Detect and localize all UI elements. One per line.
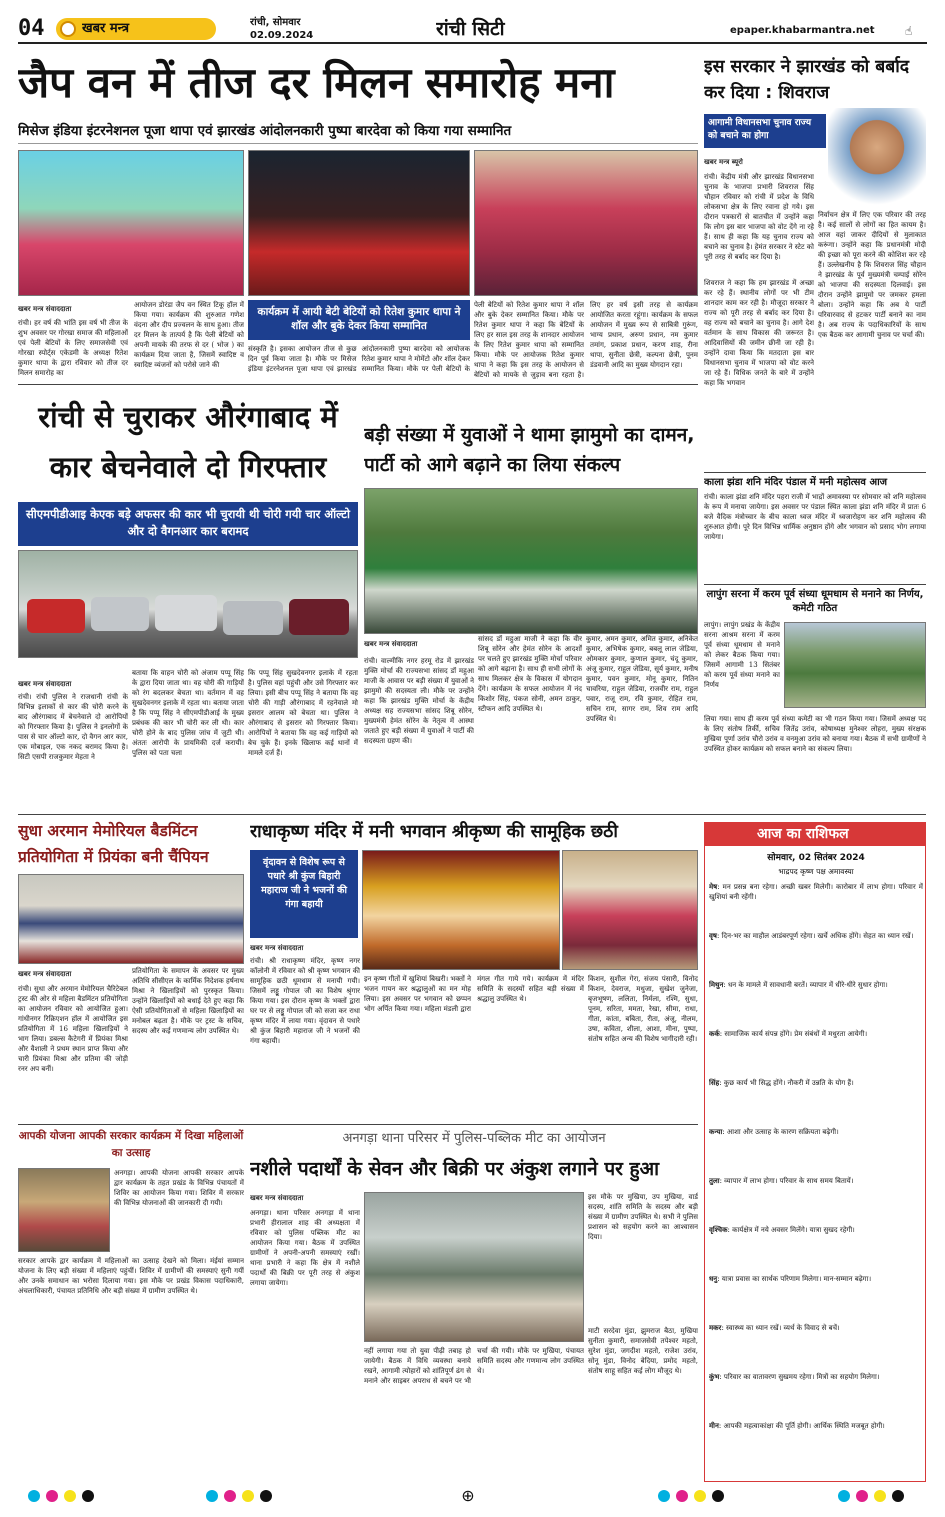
story8-photo-altar: [362, 850, 560, 970]
story6-headline: लापुंग सरना में करम पूर्व संध्या धूमधाम से मनाने का निर्णय, कमेटी गठित: [706, 589, 924, 614]
color-dot-black: [82, 1490, 94, 1502]
story7-body-col2: प्रतियोगिता के समापन के अवसर पर मुख्य अतिथि सीसीएल के कार्मिक निदेशक हर्षनाथ मिश्रा ने खिलाड़ियों को पुरस्कृत किया। उन्होंने खिलाड़ियों को बधाई देते हुए कहा कि ऐसी प्रतियोगिताओं से महिला खिलाड़ियों का मनोबल बढ़ता है। मौके पर ट्रस्ट के सचिव, सदस्य और कई गणमान्य लोग उपस्थित थे।: [132, 967, 244, 1035]
masthead: [18, 16, 927, 44]
sign-name: सिंह: [709, 1078, 720, 1087]
story8-photo-devotees: [562, 850, 698, 970]
story2-body-col1: रांची। केंद्रीय मंत्री और झारखंड विधानसभा चुनाव के भाजपा प्रभारी शिवराज सिंह चौहान रविवार को रांची में प्रदेश के विधि लोकसभा क्षेत्र के लिए रवाना हो गये। इस दौरान पत्रकारों से बातचीत में उन्होंने कहा कि लोग इस बार भाजपा को वोट देंगे ना रहे हैं। साथ ही कहा कि यह चुनाव राज्य को बचाने का चुनाव है। हेमंत सरकार ने स्टेट को पूरी तरह से बर्बाद कर दिया है।: [704, 173, 814, 261]
story1-photo-stage: [18, 150, 244, 296]
rashifal-sign: तुला: व्यापार में लाभ होगा। परिवार के साथ समय बितायें।: [709, 1176, 854, 1185]
rashifal-sign: वृश्चिक: कार्यक्षेत्र में नये अवसर मिलेंगे। यात्रा सुखद रहेगी।: [709, 1225, 855, 1234]
story10-kicker: अनगड़ा थाना परिसर में पुलिस-पब्लिक मीट का आयोजन: [342, 1131, 606, 1146]
color-dot-magenta: [856, 1490, 868, 1502]
sign-text: सामाजिक कार्य संपन्न होंगे। प्रेम संबंधों में मधुरता आयेगी।: [724, 1030, 868, 1038]
story8-body-col3: किशन, सुशील गेरा, संजय पंसारी, विनोद किशन, देवराज, मधुजा, सुखेश जुनेजा, बृजभूषण, ललिता, निर्मला, रश्मि, सुधा, पूनम, सरिता, ममता, रेखा, सीमा, राधा, गीता, कांता, बबिता, रीता, अंजू, नीलम, उषा, कविता, शीला, आशा, मीना, पुष्पा, संतोष सहित अन्य की विशेष भागीदारी रही।: [588, 975, 698, 1043]
story3-photo-cars: [18, 550, 358, 658]
story3-body-col2: बताया कि वाहन चोरी को अंजाम पप्पू सिंह के द्वारा दिया जाता था। वह चोरी की गाड़ियों को रंग बदलकर बेचता था। वर्तमान में वह सुखदेवनगर इलाके में रहता था। बताया जाता है कि पप्पू सिंह ने सीएमपीडीआई के मुख्य प्रबंधक की कार भी चोरी कर ली थी। कार चोरी होने के बाद पुलिस जांच में जुटी थी। अंततः आरोपी के प्रायमिकी दर्ज करायी। पुलिस को पता चला: [132, 669, 244, 757]
sign-name: मेष: [709, 882, 718, 891]
story5-headline: काला झंडा शनि मंदिर पंडाल में मनी महोत्सव आज: [704, 477, 888, 488]
story1-body-col5: लिए हर वर्ष इसी तरह से कार्यक्रम आयोजित करता रहूंगा। कार्यक्रम के सफल आयोजन में मुख्य रूप से साबित्री गुरूंग, भाग्य प्रधान, अरुण प्रधान, नम कुमार तमांग, प्रकाश प्रधान, करण शाह, रीना थापा, सुनीता छेत्री, कल्पना छेत्री, पूनम डंडवानी आदि का मुख्य योगदान रहा।: [590, 301, 698, 369]
story3-body-col1: रांची। रांची पुलिस ने राजधानी रांची के विभिन्न इलाकों से कार की चोरी करने के बाद औरंगाबाद में बेचनेवाले दो आरोपियों को गिरफ्तार किया है। पुलिस ने इनलोगों के पास से चार ऑल्टो कार, दो वैगन आर कार, एक मोबाइल, एक नकद बरामद किया है। सिटी एसपी राजकुमार मेहता ने: [18, 693, 128, 761]
story10-body-col3: इस मौके पर मुखिया, उप मुखिया, वार्ड सदस्य, शांति समिति के सदस्य और बड़ी संख्या में ग्रामीण उपस्थित थे। सभी ने पुलिस प्रशासन को सहयोग करने का आश्वासन दिया।: [588, 1193, 698, 1241]
sign-text: दिन-भर का माहौल आडंबरपूर्ण रहेगा। खर्चे अधिक होंगे। सेहत का ध्यान रखें।: [721, 932, 914, 940]
rashifal-panel: [704, 822, 926, 1482]
rashifal-sign: वृष: दिन-भर का माहौल आडंबरपूर्ण रहेगा। खर्चे अधिक होंगे। सेहत का ध्यान रखें।: [709, 931, 914, 940]
story3-callout: सीएमपीडीआइ केएक बड़े अफसर की कार भी चुरायी थी चोरी गयी चार ऑल्टो और दो वैगनआर कार बरामद: [18, 502, 358, 546]
rashifal-sign: मीन: आपकी महत्वाकांक्षा की पूर्ति होगी। आर्थिक स्थिति मजबूत होगी।: [709, 1421, 885, 1430]
sign-text: कुछ कार्य भी सिद्ध होंगे। नौकरी में उन्नति के योग हैं।: [723, 1079, 854, 1087]
color-dot-magenta: [676, 1490, 688, 1502]
rashifal-sign: मकर: स्वास्थ्य का ध्यान रखें। व्यर्थ के विवाद से बचें।: [709, 1323, 840, 1332]
color-dot-yellow: [242, 1490, 254, 1502]
color-dot-yellow: [874, 1490, 886, 1502]
story4-headline: बड़ी संख्या में युवाओं ने थामा झामुमो का दामन, पार्टी को आगे बढ़ाने का लिया संकल्प: [364, 424, 695, 476]
sign-name: मकर: [709, 1323, 722, 1332]
epaper-url[interactable]: epaper.khabarmantra.net: [730, 25, 875, 36]
story6-body-col2: लिया गया। साथ ही करम पूर्व संध्या कमेटी का भी गठन किया गया। जिसमें अध्यक्ष पद के लिए संतोष तिर्की, सचिव जितेंद्र उरांव, कोषाध्यक्ष मुनेश्वर लोहरा, मुख्य संरक्षक मुखिया पूर्णा उरांव चौरो उरांव व वनमुआ उरांव को बनाया गया। बैठक में सभी ग्रामीणों ने उपस्थित होकर कार्यक्रम को सफल बनाने का संकल्प लिया।: [704, 715, 926, 753]
rashifal-sign: कर्क: सामाजिक कार्य संपन्न होंगे। प्रेम संबंधों में मधुरता आयेगी।: [709, 1029, 868, 1038]
story1-byline: खबर मन्त्र संवाददाता: [18, 305, 72, 313]
sign-text: कार्यक्षेत्र में नये अवसर मिलेंगे। यात्रा सुखद रहेगी।: [732, 1226, 855, 1234]
color-dot-cyan: [206, 1490, 218, 1502]
story1-body-col1: रांची। हर वर्ष की भांति इस वर्ष भी तीज के शुभ अवसर पर गोरखा समाज की महिलाओं एवं पेली बेटियों के लिए समाजसेवी एवं गोरखा स्पोर्ट्स एकेडमी के अध्यक्ष रितेश कुमार थापा के द्वारा रविवार को तीज दर मिलन समारोह का: [18, 319, 128, 377]
dateline-date: 02.09.2024: [250, 30, 314, 41]
story2-headline: इस सरकार ने झारखंड को बर्बाद कर दिया : शिवराज: [704, 57, 910, 103]
color-dot-cyan: [838, 1490, 850, 1502]
car-silver-3: [223, 601, 283, 635]
cursor-icon: ☝: [905, 24, 913, 38]
story10-body-col2: नहीं लगाया गया तो युवा पीढ़ी तबाह हो जायेगी। बैठक में विधि व्यवस्था बनाये रखने, आगामी त्योहारों को शांतिपूर्ण ढंग से मनाने और साइबर अपराध से बचने पर भी चर्चा की गयी। मौके पर मुखिया, पंचायत समिति सदस्य और गणमान्य लोग उपस्थित थे।: [364, 1347, 584, 1385]
story5-body: रांची। काला झंडा शनि मंदिर पहरा राजी में भाद्रों अमावस्या पर सोमवार को शनि महोत्सव के रूप में मनाया जायेगा। इस अवसर पर पंडाल स्थित काला झंडा शनि मंदिर में प्रातः 6 बजे वैदिक मंत्रोच्चार के बीच काला ध्वज मंदिर में ध्वजारोहण कर शनि महोत्सव की शुरुआत होगी। पूरे दिन विभिन्न धार्मिक अनुष्ठान होंगे और भगवान को प्रसाद भोग लगाया जायेगा।: [704, 493, 926, 541]
color-dot-yellow: [694, 1490, 706, 1502]
story1-body-col3: संस्कृति है। इसका आयोजन तीज से कुछ दिन पूर्व किया जाता है। मौके पर मिसेज इंडिया इंटरनेशनल पूजा थापा एवं झारखंड आंदोलनकारी पुष्पा बारदेवा को आयोजक रितेश कुमार थापा ने मोमेंटो और शॉल देकर सम्मानित किया। मौके पर पेली बेटियों के: [248, 345, 470, 373]
story1-body-col2: आयोजन डोरंडा जैप वन स्थित टिकू हॉल में किया गया। कार्यक्रम की शुरुआत गणेश वंदना और दीप प्रज्वलन के साथ हुआ। तीज दर मिलन के तात्पर्य है कि पेली बेटियों को अपनी मायके की तरफ से दर ( भोज ) का कार्यक्रम दिया जाता है, जिसमें स्वादिष्ट व स्वादिष्ट व्यंजनों को परोसे जाने की: [134, 301, 244, 369]
registration-marks: [18, 1486, 926, 1506]
story2-callout: आगामी विधानसभा चुनाव राज्य को बचाने का होगा: [704, 114, 826, 148]
page-number: 04: [18, 16, 45, 41]
rashifal-sign: कुंभ: परिवार का वातावरण सुखमय रहेगा। मित्रों का सहयोग मिलेगा।: [709, 1372, 880, 1381]
car-red: [27, 599, 85, 633]
car-silver-1: [91, 597, 149, 631]
rashifal-sign: सिंह: कुछ कार्य भी सिद्ध होंगे। नौकरी में उन्नति के योग हैं।: [709, 1078, 854, 1087]
story4-body-col1: रांची। वाल्मीकि नगर हरमू रोड में झारखंड मुक्ति मोर्चा की राज्यसभा सांसद डॉ महुआ माजी के आवास पर बड़ी संख्या में युवाओं ने झामुमो की सदस्यता ली। मौके पर उन्होंने कहा कि झारखंड मुक्ति मोर्चा के केंद्रीय अध्यक्ष सह राज्यसभा सांसद शिबू सोरेन, मुख्यमंत्री हेमंत सोरेन के नेतृत्व में आस्था जताते हुए बड़ी संख्या में युवाओं ने पार्टी की सदस्यता ग्रहण की।: [364, 657, 474, 745]
story10-body-col1: अनगड़ा। थाना परिसर अनगड़ा में थाना प्रभारी हीरालाल शाह की अध्यक्षता में रविवार को पुलिस पब्लिक मीट का आयोजन किया गया। बैठक में उपस्थित ग्रामीणों ने अपनी-अपनी समस्याएं रखीं। थाना प्रभारी ने कहा कि क्षेत्र में नशीले पदार्थों की बिक्री पर पूरी तरह से अंकुश लगाया जायेगा।: [250, 1209, 360, 1287]
story1-headline: जैप वन में तीज दर मिलन समारोह मना: [18, 58, 615, 107]
divider: [704, 472, 926, 473]
story8-body-col2: इन कृष्ण गीतों में खुशियां बिखरी। भक्तों ने भजन गायन कर श्रद्धालुओं का मन मोह लिया। इस अवसर पर भगवान को छप्पन भोग अर्पित किया गया। महिला मंडली द्वारा मंगल गीत गाये गये। कार्यक्रम में मंदिर समिति के सदस्यों सहित बड़ी संख्या में श्रद्धालु उपस्थित थे।: [364, 975, 584, 1013]
color-dot-cyan: [28, 1490, 40, 1502]
story9-body-col2: सरकार आपके द्वार कार्यक्रम में महिलाओं का उत्साह देखने को मिला। मंईयां सम्मान योजना के लिए बड़ी संख्या में महिलाएं पहुंचीं। शिविर में ग्रामीणों की समस्याएं सुनी गयीं और उनके समाधान का भरोसा दिलाया गया। इस मौके पर प्रखंड विकास पदाधिकारी, अंचलाधिकारी, पंचायत प्रतिनिधि और बड़ी संख्या में ग्रामीण उपस्थित थे।: [18, 1257, 244, 1295]
story7-body-col1: रांची। सुधा और अरमान मेमोरियल चैरिटेबल ट्रस्ट की ओर से महिला बैडमिंटन प्रतियोगिता का आयोजन रविवार को आयोजित हुआ। गांधीनगर रिक्रिएशन हॉल में आयोजित इस प्रतियोगिता में 16 महिला खिलाड़ियों ने भाग लिया। डबल्स कैटेगरी में प्रियंका मिश्रा और वैशाली ने प्रथम स्थान प्राप्त किया और चारी प्रियंका मिश्रा और प्रतिमा की जोड़ी रनर अप बनीं।: [18, 985, 128, 1073]
story2-body-col1b: शिवराज ने कहा कि हम झारखंड में अच्छा कर रहे हैं। स्थानीय लोगों पर भी टीम शानदार काम कर रही है। मौजूदा सरकार ने राज्य को पूरी तरह से बर्बाद कर दिया है। वह राज्य को बचाने का चुनाव है। आगे देश वर्तमान के साथ विकास की जरूरत है। आदिवासियों की जमीन छीनी जा रही है। उन्होंने दावा किया कि मतदाता इस बार विधानसभा चुनाव में भाजपा को वोट करने जा रहे हैं। विधिक जनते के बारे में उन्होंने कहा कि भगवान: [704, 279, 814, 387]
car-maroon: [289, 599, 349, 635]
story7-byline: खबर मन्त्र संवाददाता: [18, 970, 72, 978]
sign-name: वृश्चिक: [709, 1225, 728, 1234]
rashifal-sign: कन्या: आशा और उत्साह के कारण सक्रियता बढ़ेगी।: [709, 1127, 839, 1136]
story8-byline: खबर मन्त्र संवाददाता: [250, 944, 304, 952]
sign-name: मिथुन: [709, 980, 724, 989]
sign-text: व्यापार में लाभ होगा। परिवार के साथ समय बितायें।: [724, 1177, 854, 1185]
car-silver-2: [155, 595, 217, 631]
color-dot-yellow: [64, 1490, 76, 1502]
story8-body-col1: रांची। श्री राधाकृष्ण मंदिर, कृष्ण नगर कॉलोनी में रविवार को श्री कृष्ण भगवान की सामूहिक छठी धूमधाम से मनायी गयी। जिसमें लड्डू गोपाल जी का विशेष श्रृंगार किया गया। इस दौरान कृष्ण के भक्तों द्वारा घर पर से लड्डू गोपाल जी को सजा कर राधा कृष्ण मंदिर में लाया गया। वृंदावन से पधारे श्री कुंज बिहारी महाराज जी ने भजनों की गंगा बहायी।: [250, 957, 360, 1045]
story8-callout: वृंदावन से विशेष रूप से पधारे श्री कुंज बिहारी महाराज जी ने भजनों की गंगा बहायी: [250, 850, 358, 938]
story1-subhead: मिसेज इंडिया इंटरनेशनल पूजा थापा एवं झारखंड आंदोलनकारी पुष्पा बारदेवा को किया गया सम्मानित: [18, 118, 698, 144]
sign-name: वृष: [709, 931, 717, 940]
brand-name: खबर मन्त्र: [82, 21, 130, 36]
color-dot-magenta: [46, 1490, 58, 1502]
sign-text: धन के मामले में सावधानी बरतें। व्यापार में धीरे-धीरे सुधार होगा।: [727, 981, 888, 989]
story1-callout: कार्यक्रम में आयी बेटी बेटियों को रितेश कुमार थापा ने शॉल और बुके देकर किया सम्मानित: [248, 300, 470, 340]
sign-name: कुंभ: [709, 1372, 720, 1381]
section-name: रांची सिटी: [436, 18, 505, 40]
story7-photo-players: [18, 874, 244, 964]
story10-headline: नशीले पदार्थों के सेवन और बिक्री पर अंकुश लगाने पर हुआ: [250, 1158, 660, 1180]
story10-body-col4: माटी सरदेवा मुंडा, झुमराज बैठा, मुखिया सुनीता कुमारी, समाजसेवी तपेश्वर महतो, सुरेश मुंडा, जगदीश महतो, राजेश उरांव, सोनू मुंडा, विनोद बेदिया, प्रमोद महतो, संतोष साहू सहित कई लोग मौजूद थे।: [588, 1327, 698, 1375]
sign-name: तुला: [709, 1176, 720, 1185]
story4-byline: खबर मन्त्र संवाददाता: [364, 640, 418, 648]
rashifal-title: आज का राशिफल: [705, 822, 926, 846]
sign-text: मन प्रसन्न बना रहेगा। अच्छी खबर मिलेगी। कारोबार में लाभ होगा। परिवार में खुशियां बनी रहेंगी।: [709, 883, 923, 901]
story1-photo-audience: [474, 150, 698, 296]
sign-text: आशा और उत्साह के कारण सक्रियता बढ़ेगी।: [726, 1128, 839, 1136]
story7-headline: सुधा अरमान मेमोरियल बैडमिंटन प्रतियोगिता में प्रियंका बनी चैंपियन: [18, 822, 209, 866]
brand-logo: [56, 18, 216, 40]
sign-text: आपकी महत्वाकांक्षा की पूर्ति होगी। आर्थिक स्थिति मजबूत होगी।: [723, 1422, 885, 1430]
divider: [704, 584, 926, 585]
story9-photo-camp: [18, 1168, 110, 1252]
story4-body-col3: कुमार, अमन कुमार, अमित कुमार, अनिकेत कुमार, अभिषेक कुमार, बबलू लाल जेडिया, ओमकार कुमार, कुणाल कुमार, चंदू कुमार, अंजू कुमार, राहुल जेडिया, सूर्य कुमार, मनीष कुमार, पवन कुमार, मोनू कुमार, नितिन चावरिया, राहुल जेडिया, राजवीर राम, राहुल पवार, राजू राम, रवि कुमार, रोहित राम, सचिन राम, सागर राम, शिव राम आदि उपस्थित थे।: [586, 635, 698, 723]
divider: [18, 814, 926, 815]
rashifal-tithi: भाद्रपद कृष्ण पक्ष अमावस्या: [778, 867, 854, 876]
story4-body-col2: सांसद डॉ महुआ माजी ने कहा कि वीर शिबू सोरेन और हेमंत सोरेन के आदर्शों पर चलते हुए झारखंड मुक्ति मोर्चा परिवार को आगे बढ़ाना है। साथ ही सभी लोगों के साथ मिलकर क्षेत्र के विकास में योगदान देंगे। कार्यक्रम के सफल आयोजन में नंद किशोर सिंह, पंकज सोनी, अमन ठाकुर, स्टीफन आदि उपस्थित थे।: [478, 635, 582, 713]
brand-emblem-icon: [60, 21, 76, 37]
story1-photo-dance: [248, 150, 470, 296]
rashifal-date: सोमवार, 02 सितंबर 2024: [767, 853, 865, 863]
crosshair-icon: ⊕: [461, 1486, 475, 1505]
story2-body-col2: निर्वाचन क्षेत्र में लिए एक परिवार की तरह है। कई सालों से लोगों का हित कायम है। आज वहां जाकर दीदियों से मुलाकात करूंगा। उन्होंने कहा कि प्रधानमंत्री मोदी की इच्छा को पूरा करने की कोशिश कर रहे हैं। उल्लेखनीय है कि शिवराज सिंह चौहान ने झारखंड के पूर्व मुख्यमंत्री चम्पाई सोरेन को भाजपा की सदस्यता दिलवाई। इस दौरान उन्होंने झामुमो पर जमकर हमला बोला। उन्होंने कहा कि अब ये पार्टी परिवारवाद से हटकर पार्टी बनाने का नाम है। अब राज्य के पदाधिकारियों के साथ एक बैठक कर आगामी चुनाव पर चर्चा की।: [818, 211, 926, 339]
rashifal-list: [709, 882, 923, 1478]
rashifal-sign: मेष: मन प्रसन्न बना रहेगा। अच्छी खबर मिलेगी। कारोबार में लाभ होगा। परिवार में खुशियां बनी रहेंगी।: [709, 882, 923, 901]
story8-headline: राधाकृष्ण मंदिर में मनी भगवान श्रीकृष्ण की सामूहिक छठी: [250, 822, 618, 842]
story6-photo-meeting: [784, 622, 926, 708]
story9-headline: आपकी योजना आपकी सरकार कार्यक्रम में दिखा महिलाओं का उत्साह: [18, 1130, 244, 1159]
sign-text: परिवार का वातावरण सुखमय रहेगा। मित्रों का सहयोग मिलेगा।: [723, 1373, 880, 1381]
rashifal-sign: धनु: यात्रा प्रवास का सार्थक परिणाम मिलेगा। मान-सम्मान बढ़ेगा।: [709, 1274, 872, 1283]
sign-name: मीन: [709, 1421, 719, 1430]
story3-headline: रांची से चुराकर औरंगाबाद में कार बेचनेवाले दो गिरफ्तार: [38, 400, 338, 484]
sign-name: कर्क: [709, 1029, 720, 1038]
story3-body-col3: कि पप्पू सिंह सुखदेवनगर इलाके में रहता है। पुलिस वहां पहुंची और उसे गिरफ्तार कर लिया। इसी बीच पप्पू सिंह ने बताया कि वह चोरी की गाड़ी औरंगाबाद में रहनेवाले मो इसरार आलम को बेचता था। पुलिस ने औरंगाबाद से इसरार को गिरफ्तार किया। आरोपियों ने बताया कि वह कई गाड़ियों को बेच चुके हैं। इनके खिलाफ कई थानों में मामले दर्ज हैं।: [248, 669, 358, 757]
sign-name: कन्या: [709, 1127, 723, 1136]
color-dot-black: [260, 1490, 272, 1502]
story2-photo-portrait: [828, 108, 926, 206]
story4-photo-group: [364, 488, 698, 634]
color-dot-black: [712, 1490, 724, 1502]
story10-byline: खबर मन्त्र संवाददाता: [250, 1194, 304, 1202]
story3-byline: खबर मन्त्र संवाददाता: [18, 680, 72, 688]
color-dot-cyan: [658, 1490, 670, 1502]
story6-body-col1: लापुंग। लापुंग प्रखंड के केंद्रीय सरना आश्रम सरना में करम पूर्व संध्या धूमधाम से मनाने को लेकर बैठक किया गया। जिसमें आगामी 13 सितंबर को करम पूर्व संध्या मनाने का निर्णय: [704, 621, 780, 689]
sign-text: स्वास्थ्य का ध्यान रखें। व्यर्थ के विवाद से बचें।: [726, 1324, 840, 1332]
color-dot-magenta: [224, 1490, 236, 1502]
color-dot-black: [892, 1490, 904, 1502]
story9-body-col1: अनगड़ा। आपकी योजना आपकी सरकार आपके द्वार कार्यक्रम के तहत प्रखंड के विभिन्न पंचायतों में शिविर का आयोजन किया गया। शिविर में सरकार की विभिन्न योजनाओं की जानकारी दी गयी।: [114, 1169, 244, 1207]
sign-name: धनु: [709, 1274, 718, 1283]
story10-photo-meet: [364, 1192, 584, 1342]
divider: [18, 384, 698, 385]
story2-byline: खबर मन्त्र ब्यूरो: [704, 158, 743, 166]
dateline-city: रांची, सोमवार: [250, 17, 301, 28]
sign-text: यात्रा प्रवास का सार्थक परिणाम मिलेगा। मान-सम्मान बढ़ेगा।: [721, 1275, 872, 1283]
rashifal-sign: मिथुन: धन के मामले में सावधानी बरतें। व्यापार में धीरे-धीरे सुधार होगा।: [709, 980, 888, 989]
divider: [18, 1124, 698, 1125]
story1-body-col4: पेली बेटियों को रितेश कुमार थापा ने शॉल और बुके देकर सम्मानित किया। मौके पर रितेश कुमार थापा ने कहा कि बेटियों के लिए हर साल इस तरह के शानदार आयोजन के लिए रितेश कुमार थापा को सम्मानित किया। मौके पर आयोजक रितेश कुमार थापा ने कहा कि इस तरह के आयोजन से बेटियों को मायके से जुड़ाव बना रहता है।: [474, 301, 584, 379]
